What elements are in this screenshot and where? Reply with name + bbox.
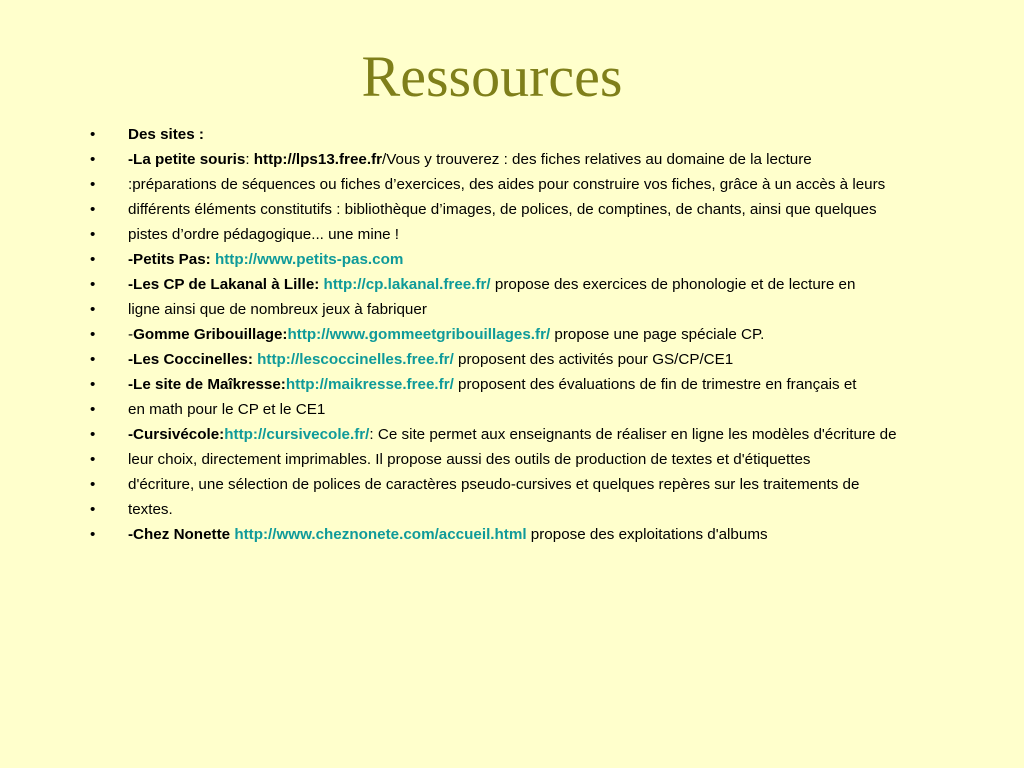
bullet-item — [90, 400, 945, 420]
site-link[interactable]: http://cp.lakanal.free.fr/ — [323, 276, 491, 293]
bullet-text: ligne ainsi que de nombreux jeux à fabriquer — [128, 301, 427, 318]
bullet-list — [90, 125, 945, 550]
bullet-item — [90, 150, 945, 170]
site-name: Gomme Gribouillage: — [133, 326, 288, 343]
bullet-item — [90, 475, 945, 495]
bullet-text: en math pour le CP et le CE1 — [128, 401, 326, 418]
site-name: -Les Coccinelles: — [128, 351, 258, 368]
bullet-item — [90, 300, 945, 320]
bullet-text: différents éléments constitutifs : bibliothèque d’images, de polices, de comptines, de chants, ainsi que quelques — [128, 201, 877, 218]
bullet-item — [90, 175, 945, 195]
bullet-item — [90, 375, 945, 395]
bullet-item — [90, 450, 945, 470]
bullet-item — [90, 525, 945, 545]
site-name: -Petits Pas: — [128, 251, 215, 268]
site-link[interactable]: http://www.cheznonete.com/accueil.html — [234, 526, 527, 543]
bullet-text: propose des exploitations d'albums — [526, 526, 768, 543]
bullet-item — [90, 275, 945, 295]
site-name: http://lps13.free.fr — [253, 151, 383, 168]
bullet-text: : — [245, 151, 254, 168]
bullet-text: - — [128, 326, 134, 343]
bullet-item — [90, 125, 945, 145]
site-name: -Chez Nonette — [128, 526, 235, 543]
site-link[interactable]: http://maikresse.free.fr/ — [285, 376, 454, 393]
bullet-text: propose une page spéciale CP. — [550, 326, 765, 343]
site-name: -Le site de Maîkresse: — [128, 376, 286, 393]
site-name: -Les CP de Lakanal à Lille: — [128, 276, 324, 293]
bullet-item — [90, 250, 945, 270]
bullet-text: :préparations de séquences ou fiches d’exercices, des aides pour construire vos fiches, grâce à un accès à leurs — [128, 176, 886, 193]
bullet-text: pistes d’ordre pédagogique... une mine ! — [128, 226, 400, 243]
site-name: -La petite souris — [128, 151, 246, 168]
bullet-text: proposent des activités pour GS/CP/CE1 — [453, 351, 734, 368]
site-link[interactable]: http://www.petits-pas.com — [214, 251, 404, 268]
bullet-text: textes. — [128, 501, 173, 518]
bullet-item — [90, 225, 945, 245]
bullet-item — [90, 500, 945, 520]
site-name: Des sites : — [128, 126, 204, 143]
site-link[interactable]: http://lescoccinelles.free.fr/ — [257, 351, 454, 368]
bullet-item — [90, 425, 945, 445]
site-link[interactable]: http://www.gommeetgribouillages.fr/ — [287, 326, 551, 343]
bullet-text: /Vous y trouverez : des fiches relatives au domaine de la lecture — [382, 151, 812, 168]
bullet-item — [90, 325, 945, 345]
bullet-item — [90, 350, 945, 370]
bullet-text: proposent des évaluations de fin de trimestre en français et — [453, 376, 857, 393]
bullet-item — [90, 200, 945, 220]
bullet-text: : Ce site permet aux enseignants de réaliser en ligne les modèles d'écriture de — [369, 426, 897, 443]
site-link[interactable]: http://cursivecole.fr/ — [224, 426, 370, 443]
bullet-text: leur choix, directement imprimables. Il propose aussi des outils de production de textes et d'étiquettes — [128, 451, 811, 468]
slide-title: Ressources — [361, 44, 623, 109]
site-name: -Cursivécole: — [128, 426, 225, 443]
bullet-text: d'écriture, une sélection de polices de caractères pseudo-cursives et quelques repères sur les traitements de — [128, 476, 860, 493]
bullet-text: propose des exercices de phonologie et de lecture en — [490, 276, 856, 293]
